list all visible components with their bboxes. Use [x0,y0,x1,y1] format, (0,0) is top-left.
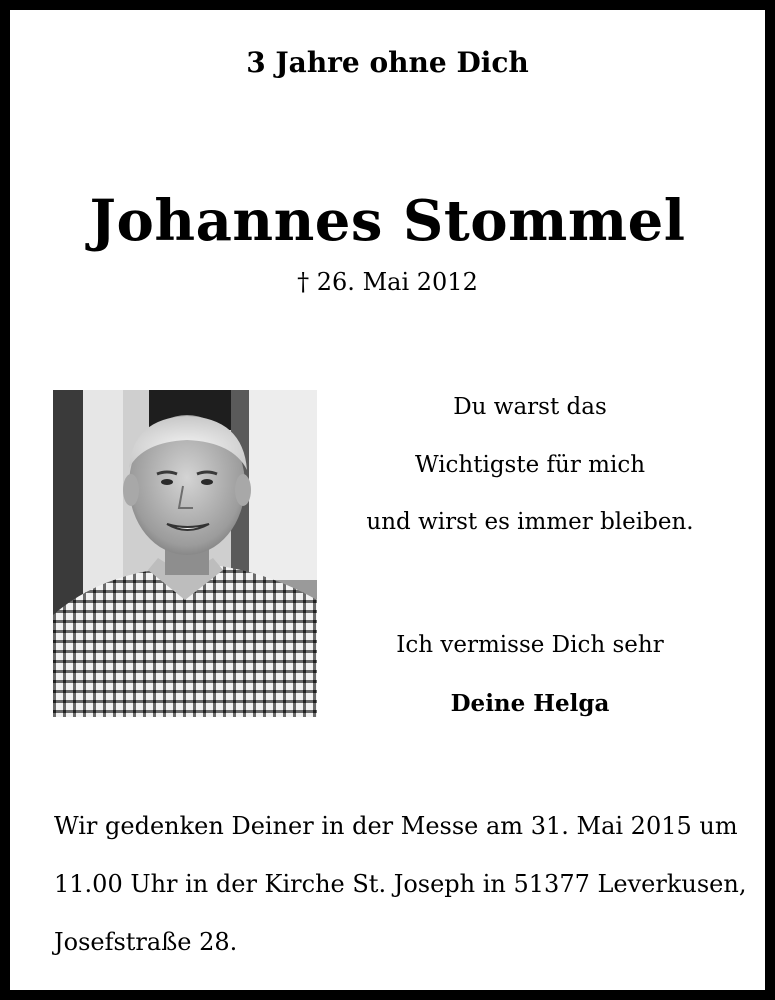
mass-info-line-2: 11.00 Uhr in der Kirche St. Joseph in 51377 Leverkusen, [54,870,747,898]
verse-line-4: Ich vermisse Dich sehr [396,632,664,658]
verse-line-2: Wichtigste für mich [414,452,646,478]
verse-line-3: und wirst es immer bleiben. [366,509,694,535]
mass-info-line-3: Josefstraße 28. [54,928,238,956]
signature: Deine Helga [450,690,610,717]
death-date: † 26. Mai 2012 [297,268,478,296]
portrait-photo [53,390,317,717]
deceased-name: Johannes Stommel [89,188,686,254]
anniversary-header: 3 Jahre ohne Dich [246,46,529,79]
mass-info-line-1: Wir gedenken Deiner in der Messe am 31. Mai 2015 um [54,812,738,840]
verse-line-1: Du warst das [453,394,607,420]
